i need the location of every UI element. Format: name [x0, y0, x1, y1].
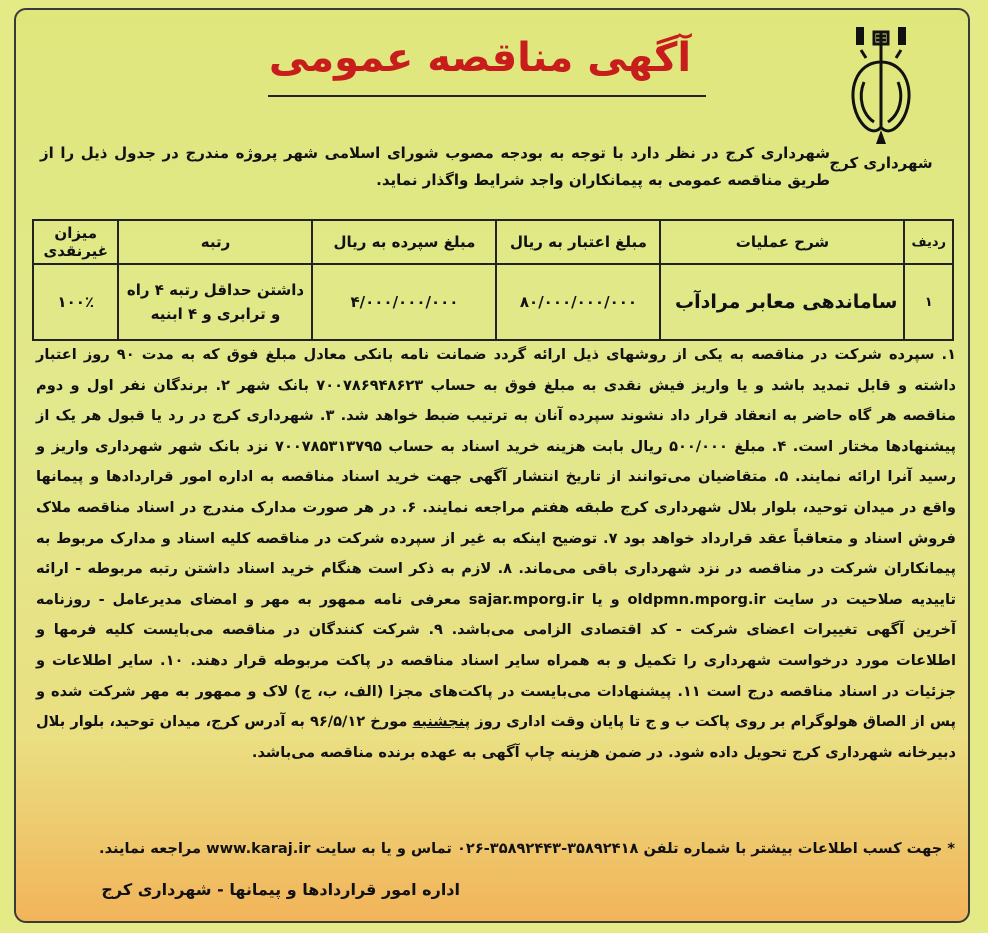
conditions-part-1: ۱. سپرده شرکت در مناقصه به یکی از روشهای ذیل ارائه گردد ضمانت نامه بانکی معادل مبلغ فوق که به مدت ۹۰ روز اعتبار داشته و قابل تمدید باشد و یا واریز فیش نقدی به مبلغ فوق به حساب ۷۰۰۷۸۶۹۴۸۶۲۳ بانک شهر ۲. برندگان نفر اول و دوم مناقصه هر گاه حاضر به انعقاد قرار داد نشوند سپرده آنان به ترتیب ضبط خواهد شد. ۳. شهرداری کرج در رد یا قبول هر یک از پیشنهادها مختار است. ۴. مبلغ ۵۰۰/۰۰۰ ریال بابت هزینه خرید اسناد به حساب ۷۰۰۷۸۵۳۱۳۷۹۵ نزد بانک شهر شهرداری واریز و رسید آنرا ارائه نمایند. ۵. متقاضیان می‌توانند از تاریخ انتشار آگهی جهت خرید اسناد مناقصه به اداره امور قراردادها و پیمانها واقع در میدان توحید، بلوار بلال شهرداری کرج طبقه هفتم مراجعه نمایند. ۶. در هر صورت مدارک مندرج در اسناد مناقصه ملاک فروش اسناد و متعاقباً عقد قرارداد خواهد بود ۷. توضیح اینکه به غیر از سپرده شرکت در مناقصه کلیه اسناد و مدارک مربوط به پیمانکاران شرکت در مناقصه در نزد شهرداری باقی می‌ماند. ۸. لازم به ذکر است هنگام خرید اسناد داشتن رتبه مربوطه - ارائه تاییدیه صلاحیت در سایت oldpmn.mporg.ir و یا sajar.mporg.ir معرفی نامه ممهور به مهر و امضای مدیرعامل - روزنامه آخرین آگهی تغییرات اعضای شرکت - کد اقتصادی الزامی می‌باشد. ۹. شرکت کنندگان در مناقصه می‌بایست کلیه فرمها و اطلاعات مورد درخواست شهرداری را تکمیل و به همراه سایر اسناد مناقصه در پاکت مربوطه قرار دهند. ۱۰. سایر اطلاعات و جزئیات در اسناد مناقصه درج است ۱۱. پیشنهادات می‌بایست در پاکت‌های مجزا (الف، ب، ج) لاک و ممهور به مهر شرکت شده و پس از الصاق هولوگرام بر روی پاکت ب و ج تا پایان وقت اداری روز	[36, 346, 957, 731]
cell-non-cash: ۱۰۰٪	[33, 264, 118, 340]
conditions-text	[36, 340, 956, 768]
intro-paragraph: شهرداری کرج در نظر دارد با توجه به بودجه مصوب شورای اسلامی شهر پروژه مندرج در جدول ذیل را از طریق مناقصه عمومی به پیمانکاران واجد شرایط واگذار نماید.	[40, 144, 830, 189]
title-underline	[268, 95, 706, 97]
header-non-cash: میزان غیرنقدی	[33, 220, 118, 264]
notice-title: آگهی مناقصه عمومی	[268, 35, 692, 81]
table-row	[33, 264, 953, 340]
contact-info: * جهت کسب اطلاعات بیشتر با شماره تلفن ۳۵۸۹۲۴۱۸-۳۵۸۹۲۴۴۳-۰۲۶ تماس و یا به سایت www.karaj.ir مراجعه نمایند.	[99, 840, 955, 857]
cell-credit: ۸۰/۰۰۰/۰۰۰/۰۰۰	[496, 264, 660, 340]
cell-rank: داشتن حداقل رتبه ۴ راه و ترابری و ۴ ابنیه	[118, 264, 312, 340]
footer-signature: اداره امور قراردادها و پیمانها - شهرداری کرج	[101, 880, 460, 899]
conditions-part-2: مورخ ۹۶/۵/۱۲ به آدرس کرج، میدان توحید، بلوار بلال دبیرخانه شهرداری کرج تحویل داده شود. در ضمن هزینه چاپ آگهی به عهده برنده مناقصه می‌باشد.	[36, 713, 956, 761]
cell-description: ساماندهی معابر مرادآب	[660, 264, 904, 340]
tender-table	[32, 219, 954, 341]
logo-area	[826, 22, 936, 182]
header-rank: رتبه	[118, 220, 312, 264]
cell-deposit: ۴/۰۰۰/۰۰۰/۰۰۰	[312, 264, 496, 340]
delivery-day: پنجشنبه	[412, 713, 471, 731]
table-header-row	[33, 220, 953, 264]
logo-caption: شهرداری کرج	[829, 154, 933, 172]
header-index: ردیف	[904, 220, 953, 264]
header-deposit: مبلغ سپرده به ریال	[312, 220, 496, 264]
header-description: شرح عملیات	[660, 220, 904, 264]
header-credit: مبلغ اعتبار به ریال	[496, 220, 660, 264]
karaj-municipality-logo-icon	[836, 22, 926, 152]
cell-index: ۱	[904, 264, 953, 340]
